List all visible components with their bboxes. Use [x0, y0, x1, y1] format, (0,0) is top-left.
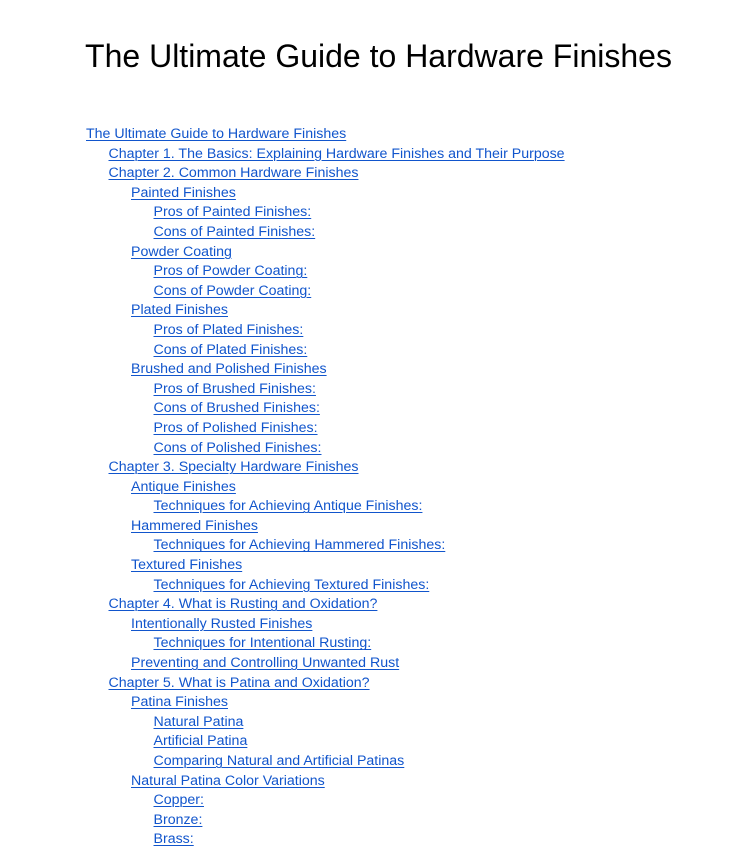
toc-link[interactable]: The Ultimate Guide to Hardware Finishes: [86, 126, 347, 142]
toc-entry: [86, 360, 565, 380]
toc-link[interactable]: Bronze:: [153, 811, 203, 828]
toc-entry: [86, 752, 565, 772]
toc-link[interactable]: Techniques for Achieving Hammered Finishes:: [153, 537, 446, 554]
toc-link[interactable]: Plated Finishes: [131, 302, 228, 319]
toc-entry: [86, 713, 565, 733]
toc-link[interactable]: Artificial Patina: [153, 733, 248, 750]
toc-entry: [86, 203, 565, 223]
toc-entry: [86, 732, 565, 752]
toc-entry: [86, 125, 565, 145]
toc-entry: [86, 399, 565, 419]
toc-entry: [86, 517, 565, 537]
toc-entry: [86, 536, 565, 556]
toc-entry: [86, 576, 565, 596]
toc-entry: [86, 439, 565, 459]
toc-entry: [86, 262, 565, 282]
toc-link[interactable]: Chapter 1. The Basics: Explaining Hardware Finishes and Their Purpose: [108, 145, 565, 162]
toc-link[interactable]: Chapter 4. What is Rusting and Oxidation?: [108, 596, 378, 613]
toc-entry: [86, 145, 565, 165]
toc-link[interactable]: Pros of Powder Coating:: [153, 263, 308, 280]
table-of-contents: [86, 125, 565, 850]
toc-entry: [86, 223, 565, 243]
toc-entry: [86, 380, 565, 400]
toc-entry: [86, 634, 565, 654]
toc-link[interactable]: Chapter 2. Common Hardware Finishes: [108, 165, 359, 182]
toc-link[interactable]: Techniques for Achieving Antique Finishes:: [153, 498, 423, 515]
toc-link[interactable]: Hammered Finishes: [131, 517, 258, 534]
toc-entry: [86, 243, 565, 263]
toc-entry: [86, 674, 565, 694]
toc-link[interactable]: Cons of Brushed Finishes:: [153, 400, 320, 417]
toc-link[interactable]: Cons of Plated Finishes:: [153, 341, 308, 358]
toc-link[interactable]: Pros of Polished Finishes:: [153, 419, 318, 436]
toc-entry: [86, 791, 565, 811]
toc-entry: [86, 301, 565, 321]
toc-entry: [86, 811, 565, 831]
document-title: The Ultimate Guide to Hardware Finishes: [85, 38, 672, 74]
toc-entry: [86, 458, 565, 478]
toc-entry: [86, 556, 565, 576]
toc-link[interactable]: Pros of Brushed Finishes:: [153, 380, 316, 397]
toc-entry: [86, 478, 565, 498]
toc-link[interactable]: Techniques for Achieving Textured Finishes:: [153, 576, 430, 593]
toc-link[interactable]: Antique Finishes: [131, 478, 236, 495]
toc-entry: [86, 615, 565, 635]
toc-link[interactable]: Techniques for Intentional Rusting:: [153, 635, 372, 652]
toc-link[interactable]: Patina Finishes: [131, 694, 228, 711]
toc-link[interactable]: Textured Finishes: [131, 557, 243, 574]
toc-link[interactable]: Intentionally Rusted Finishes: [131, 615, 313, 632]
toc-link[interactable]: Natural Patina Color Variations: [131, 772, 325, 789]
toc-link[interactable]: Chapter 3. Specialty Hardware Finishes: [108, 459, 359, 476]
toc-link[interactable]: Natural Patina: [153, 713, 244, 730]
toc-entry: [86, 419, 565, 439]
toc-link[interactable]: Chapter 5. What is Patina and Oxidation?: [108, 674, 370, 691]
toc-entry: [86, 164, 565, 184]
toc-link[interactable]: Pros of Painted Finishes:: [153, 204, 312, 221]
toc-entry: [86, 497, 565, 517]
toc-entry: [86, 282, 565, 302]
toc-entry: [86, 693, 565, 713]
toc-entry: [86, 654, 565, 674]
toc-link[interactable]: Powder Coating: [131, 243, 232, 260]
toc-entry: [86, 772, 565, 792]
toc-link[interactable]: Brass:: [153, 831, 194, 848]
toc-link[interactable]: Cons of Painted Finishes:: [153, 223, 316, 240]
toc-entry: [86, 830, 565, 850]
toc-link[interactable]: Comparing Natural and Artificial Patinas: [153, 753, 405, 769]
toc-entry: [86, 341, 565, 361]
toc-link[interactable]: Cons of Polished Finishes:: [153, 439, 322, 456]
toc-link[interactable]: Copper:: [153, 792, 204, 809]
toc-link[interactable]: Cons of Powder Coating:: [153, 282, 312, 299]
toc-entry: [86, 321, 565, 341]
toc-link[interactable]: Preventing and Controlling Unwanted Rust: [131, 655, 400, 672]
toc-link[interactable]: Pros of Plated Finishes:: [153, 321, 304, 338]
toc-entry: [86, 184, 565, 204]
toc-link[interactable]: Painted Finishes: [131, 184, 236, 201]
toc-entry: [86, 595, 565, 615]
toc-link[interactable]: Brushed and Polished Finishes: [131, 361, 327, 378]
